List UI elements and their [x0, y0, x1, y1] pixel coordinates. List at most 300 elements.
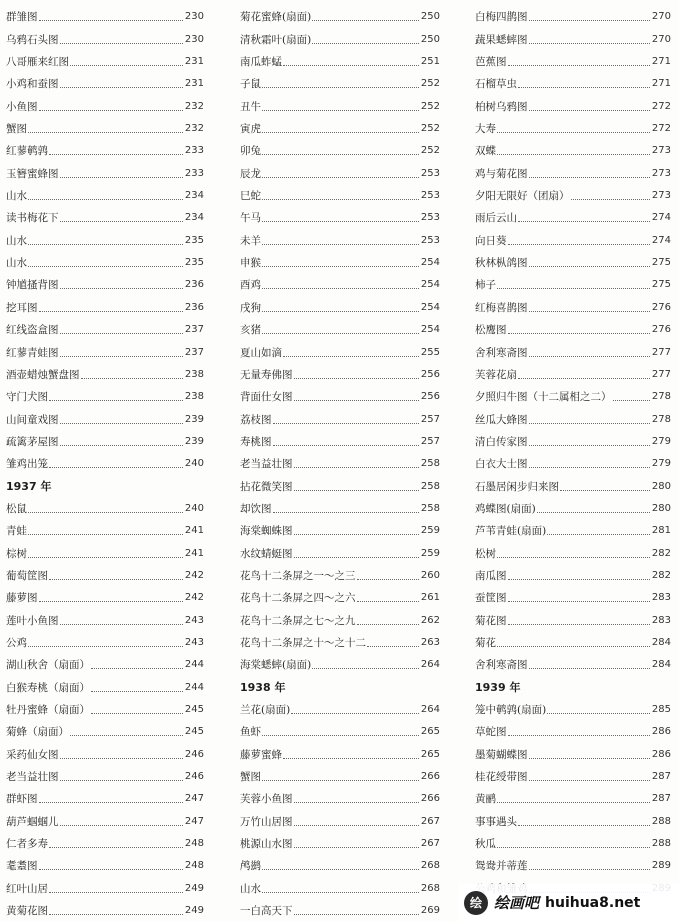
toc-entry: [240, 471, 440, 493]
dot-leader: [529, 780, 650, 781]
entry-page-number: 269: [420, 905, 440, 917]
dot-leader: [60, 288, 183, 289]
year-heading: [475, 672, 671, 694]
toc-entry: [240, 47, 440, 69]
dot-leader: [508, 601, 650, 602]
entry-page-number: 240: [184, 502, 204, 514]
toc-entry: [475, 24, 671, 46]
entry-title: 秋林枞鸽图: [475, 257, 528, 270]
entry-page-number: 268: [420, 882, 440, 894]
dot-leader: [49, 467, 183, 468]
dot-leader: [262, 892, 419, 893]
dot-leader: [357, 579, 419, 580]
dot-leader: [497, 646, 650, 647]
entry-title: 乌鸦石头图: [6, 33, 59, 46]
toc-entry: [475, 270, 671, 292]
toc-entry: [240, 248, 440, 270]
dot-leader: [39, 869, 183, 870]
dot-leader: [497, 802, 650, 803]
dot-leader: [294, 557, 419, 558]
toc-entry: [6, 784, 204, 806]
entry-page-number: 263: [420, 636, 440, 648]
entry-title: 菊花: [475, 636, 496, 649]
dot-leader: [294, 847, 419, 848]
toc-entry: [6, 427, 204, 449]
entry-title: 白梅四鹊图: [475, 11, 528, 24]
toc-entry: [475, 315, 671, 337]
entry-title: 花鸟十二条屏之七～之九: [240, 614, 356, 627]
entry-title: 蚕筐图: [475, 592, 507, 605]
entry-page-number: 236: [184, 301, 204, 313]
dot-leader: [262, 869, 419, 870]
entry-title: 山间童戏图: [6, 413, 59, 426]
entry-title: 小鸡和蚕图: [6, 78, 59, 91]
entry-page-number: 271: [651, 56, 671, 68]
entry-page-number: 233: [184, 145, 204, 157]
toc-entry: [475, 628, 671, 650]
entry-title: 山水: [6, 234, 27, 247]
dot-leader: [28, 132, 183, 133]
entry-title: 黄菊花图: [6, 905, 48, 918]
dot-leader: [508, 244, 650, 245]
dot-leader: [262, 110, 419, 111]
entry-page-number: 258: [420, 502, 440, 514]
entry-page-number: 232: [184, 123, 204, 135]
entry-page-number: 288: [651, 838, 671, 850]
dot-leader: [49, 847, 183, 848]
entry-page-number: 275: [651, 279, 671, 291]
dot-leader: [518, 87, 650, 88]
entry-title: 藤萝蜜蜂: [240, 748, 282, 761]
entry-page-number: 282: [651, 569, 671, 581]
entry-page-number: 255: [420, 346, 440, 358]
dot-leader: [262, 735, 419, 736]
entry-title: 秋瓜: [475, 838, 496, 851]
entry-page-number: 230: [184, 33, 204, 45]
entry-page-number: 270: [651, 33, 671, 45]
entry-page-number: 267: [420, 815, 440, 827]
toc-entry: [6, 337, 204, 359]
entry-page-number: 282: [651, 547, 671, 559]
entry-page-number: 250: [420, 11, 440, 23]
entry-page-number: 242: [184, 592, 204, 604]
dot-leader: [529, 423, 650, 424]
entry-page-number: 289: [651, 860, 671, 872]
entry-page-number: 272: [651, 100, 671, 112]
entry-title: 笼中鹌鹑(扇面): [475, 704, 547, 716]
toc-entry: [475, 449, 671, 471]
entry-page-number: 253: [420, 212, 440, 224]
dot-leader: [39, 601, 183, 602]
entry-page-number: 231: [184, 56, 204, 68]
toc-entry: [6, 225, 204, 247]
entry-title: 柏树乌鸦图: [475, 100, 528, 113]
dot-leader: [518, 221, 650, 222]
entry-title: 夕阳无限好（团扇）: [475, 190, 570, 203]
site-watermark: [458, 884, 679, 921]
entry-page-number: 268: [420, 860, 440, 872]
dot-leader: [262, 288, 419, 289]
dot-leader: [312, 20, 419, 21]
entry-title: 清白传家图: [475, 435, 528, 448]
entry-title: 蟹图: [6, 123, 27, 136]
toc-column-1: [6, 2, 204, 918]
entry-page-number: 258: [420, 480, 440, 492]
dot-leader: [60, 333, 183, 334]
dot-leader: [529, 445, 650, 446]
toc-entry: [475, 739, 671, 761]
entry-title: 湖山秋舍（扇面）: [6, 659, 90, 672]
toc-entry: [240, 896, 440, 918]
dot-leader: [39, 20, 183, 21]
toc-entry: [6, 449, 204, 471]
entry-page-number: 279: [651, 458, 671, 470]
entry-page-number: 237: [184, 346, 204, 358]
dot-leader: [518, 825, 650, 826]
entry-page-number: 242: [184, 569, 204, 581]
entry-page-number: 272: [651, 123, 671, 135]
entry-page-number: 288: [651, 815, 671, 827]
entry-page-number: 238: [184, 391, 204, 403]
toc-entry: [240, 516, 440, 538]
entry-page-number: 260: [420, 569, 440, 581]
entry-title: 鸡与菊花图: [475, 167, 528, 180]
dot-leader: [91, 713, 183, 714]
dot-leader: [262, 177, 419, 178]
dot-leader: [508, 333, 650, 334]
entry-title: 芭蕉图: [475, 56, 507, 69]
dot-leader: [262, 132, 419, 133]
entry-page-number: 252: [420, 145, 440, 157]
entry-page-number: 253: [420, 234, 440, 246]
toc-entry: [6, 114, 204, 136]
entry-title: 芙蓉小鱼图: [240, 793, 293, 806]
dot-leader: [529, 356, 650, 357]
toc-entry: [6, 494, 204, 516]
entry-title: 荔枝图: [240, 413, 272, 426]
entry-title: 芙蓉花扇: [475, 368, 517, 381]
entry-page-number: 280: [651, 480, 671, 492]
entry-title: 葫芦蝈蝈儿: [6, 815, 59, 828]
dot-leader: [613, 400, 650, 401]
dot-leader: [283, 356, 419, 357]
toc-entry: [475, 695, 671, 717]
entry-title: 菊蜂（扇面）: [6, 726, 69, 739]
toc-entry: [6, 516, 204, 538]
year-label: 1939 年: [475, 680, 521, 694]
entry-page-number: 249: [184, 882, 204, 894]
dot-leader: [262, 221, 419, 222]
entry-title: 南瓜蚱蜢: [240, 56, 282, 69]
toc-entry: [240, 382, 440, 404]
entry-page-number: 232: [184, 100, 204, 112]
toc-entry: [240, 315, 440, 337]
toc-entry: [6, 47, 204, 69]
entry-title: 菊花蜜蜂(扇面): [240, 11, 312, 24]
entry-page-number: 274: [651, 234, 671, 246]
dot-leader: [39, 802, 183, 803]
toc-entry: [6, 829, 204, 851]
entry-title: 雨后云山: [475, 212, 517, 225]
toc-entry: [240, 203, 440, 225]
toc-entry: [6, 561, 204, 583]
entry-page-number: 267: [420, 838, 440, 850]
entry-page-number: 245: [184, 726, 204, 738]
toc-entry: [475, 225, 671, 247]
toc-entry: [6, 695, 204, 717]
dot-leader: [262, 87, 419, 88]
toc-entry: [240, 739, 440, 761]
toc-entry: [6, 69, 204, 91]
entry-title: 守门犬图: [6, 391, 48, 404]
toc-entry: [475, 561, 671, 583]
entry-page-number: 279: [651, 435, 671, 447]
toc-entry: [6, 292, 204, 314]
toc-entry: [240, 181, 440, 203]
entry-title: 红蓼青蛙图: [6, 346, 59, 359]
entry-title: 向日葵: [475, 234, 507, 247]
entry-page-number: 239: [184, 435, 204, 447]
toc-entry: [240, 561, 440, 583]
entry-title: 仁者多寿: [6, 838, 48, 851]
entry-page-number: 246: [184, 748, 204, 760]
entry-page-number: 273: [651, 167, 671, 179]
dot-leader: [294, 467, 419, 468]
toc-entry: [475, 2, 671, 24]
dot-leader: [49, 154, 183, 155]
year-label: 1938 年: [240, 680, 286, 694]
entry-title: 白猴寿桃（扇面）: [6, 681, 90, 694]
toc-entry: [475, 762, 671, 784]
entry-page-number: 248: [184, 838, 204, 850]
entry-title: 夏山如滴: [240, 346, 282, 359]
entry-page-number: 241: [184, 525, 204, 537]
entry-title: 山水: [6, 190, 27, 203]
toc-entry: [6, 203, 204, 225]
toc-entry: [240, 851, 440, 873]
dot-leader: [529, 110, 650, 111]
entry-title: 申猴: [240, 257, 261, 270]
entry-page-number: 274: [651, 212, 671, 224]
toc-entry: [240, 784, 440, 806]
entry-page-number: 231: [184, 78, 204, 90]
entry-title: 无量寿佛图: [240, 368, 293, 381]
toc-entry: [475, 806, 671, 828]
entry-page-number: 285: [651, 704, 671, 715]
dot-leader: [273, 445, 419, 446]
entry-page-number: 256: [420, 391, 440, 403]
dot-leader: [294, 534, 419, 535]
entry-title: 拈花微笑图: [240, 480, 293, 493]
dot-leader: [294, 825, 419, 826]
entry-title: 黄鹂: [475, 793, 496, 806]
toc-entry: [475, 360, 671, 382]
entry-page-number: 273: [651, 190, 671, 202]
toc-entry: [240, 114, 440, 136]
dot-leader: [497, 288, 650, 289]
entry-title: 丝瓜大蜂图: [475, 413, 528, 426]
toc-entry: [240, 24, 440, 46]
dot-leader: [529, 758, 650, 759]
toc-entry: [6, 91, 204, 113]
entry-page-number: 251: [420, 56, 440, 68]
entry-page-number: 256: [420, 368, 440, 380]
entry-title: 红线盗盒图: [6, 324, 59, 337]
toc-entry: [240, 91, 440, 113]
dot-leader: [81, 378, 183, 379]
entry-title: 白衣大士图: [475, 458, 528, 471]
dot-leader: [262, 154, 419, 155]
entry-title: 双蝶: [475, 145, 496, 158]
entry-page-number: 284: [651, 659, 671, 671]
entry-page-number: 245: [184, 704, 204, 715]
entry-page-number: 241: [184, 547, 204, 559]
entry-title: 水纹蜻蜓图: [240, 547, 293, 560]
entry-page-number: 247: [184, 815, 204, 827]
year-heading: [6, 471, 204, 493]
toc-entry: [6, 628, 204, 650]
toc-entry: [6, 806, 204, 828]
entry-title: 松鼠: [6, 502, 27, 515]
entry-title: 红蓼鹌鹑: [6, 145, 48, 158]
toc-entry: [6, 896, 204, 918]
toc-entry: [475, 784, 671, 806]
entry-title: 红叶山居: [6, 882, 48, 895]
entry-title: 采药仙女图: [6, 748, 59, 761]
year-label: 1937 年: [6, 479, 52, 493]
toc-entry: [6, 762, 204, 784]
entry-title: 夕照归牛图（十二属相之二）: [475, 391, 612, 404]
toc-entry: [240, 762, 440, 784]
toc-entry: [475, 583, 671, 605]
toc-entry: [475, 427, 671, 449]
dot-leader: [294, 914, 419, 915]
entry-title: 疏篱茅屋图: [6, 435, 59, 448]
entry-page-number: 275: [651, 257, 671, 269]
entry-page-number: 257: [420, 413, 440, 425]
dot-leader: [60, 758, 183, 759]
entry-title: 辰龙: [240, 167, 261, 180]
entry-title: 未羊: [240, 234, 261, 247]
toc-entry: [6, 158, 204, 180]
toc-entry: [6, 181, 204, 203]
toc-entry: [240, 538, 440, 560]
entry-title: 寿桃图: [240, 435, 272, 448]
entry-page-number: 283: [651, 592, 671, 604]
entry-title: 桃源山水图: [240, 838, 293, 851]
dot-leader: [283, 758, 419, 759]
toc-entry: [240, 695, 440, 717]
entry-page-number: 248: [184, 860, 204, 872]
entry-page-number: 287: [651, 793, 671, 805]
entry-page-number: 266: [420, 793, 440, 805]
dot-leader: [28, 534, 183, 535]
dot-leader: [28, 646, 183, 647]
entry-title: 酒壶蜡烛蟹盘图: [6, 368, 80, 381]
dot-leader: [60, 825, 183, 826]
entry-page-number: 238: [184, 368, 204, 380]
dot-leader: [60, 177, 183, 178]
dot-leader: [529, 20, 650, 21]
toc-entry: [240, 717, 440, 739]
entry-page-number: 233: [184, 167, 204, 179]
entry-page-number: 287: [651, 771, 671, 783]
toc-entry: [240, 494, 440, 516]
entry-title: 清秋霜叶(扇面): [240, 33, 312, 46]
toc-entry: [240, 69, 440, 91]
entry-title: 山水: [240, 882, 261, 895]
toc-entry: [475, 248, 671, 270]
dot-leader: [294, 490, 419, 491]
year-heading: [240, 672, 440, 694]
entry-title: 舍利寒斋图: [475, 346, 528, 359]
dot-leader: [70, 735, 183, 736]
toc-entry: [475, 158, 671, 180]
entry-title: 钟馗搔背图: [6, 279, 59, 292]
toc-entry: [240, 337, 440, 359]
entry-page-number: 265: [420, 748, 440, 760]
dot-leader: [547, 713, 650, 714]
toc-entry: [475, 494, 671, 516]
dot-leader: [508, 624, 650, 625]
toc-entry: [6, 605, 204, 627]
toc-entry: [6, 270, 204, 292]
toc-entry: [240, 270, 440, 292]
dot-leader: [60, 221, 183, 222]
entry-page-number: 278: [651, 413, 671, 425]
dot-leader: [529, 311, 650, 312]
entry-title: 鸬鹚: [240, 860, 261, 873]
toc-entry: [475, 851, 671, 873]
dot-leader: [273, 423, 419, 424]
entry-title: 藤萝图: [6, 592, 38, 605]
dot-leader: [60, 624, 183, 625]
watermark-logo-icon: 绘: [464, 891, 488, 915]
dot-leader: [529, 668, 650, 669]
watermark-site-name: 绘画吧: [494, 894, 540, 912]
dot-leader: [28, 244, 183, 245]
toc-entry: [475, 136, 671, 158]
entry-page-number: 247: [184, 793, 204, 805]
toc-entry: [475, 605, 671, 627]
dot-leader: [28, 557, 183, 558]
toc-entry: [240, 136, 440, 158]
dot-leader: [60, 423, 183, 424]
entry-page-number: 281: [651, 525, 671, 537]
entry-title: 莲叶小鱼图: [6, 614, 59, 627]
entry-page-number: 249: [184, 905, 204, 917]
entry-title: 戌狗: [240, 301, 261, 314]
toc-entry: [240, 404, 440, 426]
dot-leader: [262, 244, 419, 245]
entry-page-number: 244: [184, 659, 204, 671]
entry-title: 八哥雁来红图: [6, 56, 69, 69]
dot-leader: [60, 445, 183, 446]
entry-page-number: 284: [651, 636, 671, 648]
dot-leader: [529, 177, 650, 178]
entry-title: 万竹山居图: [240, 815, 293, 828]
entry-title: 亥猪: [240, 324, 261, 337]
toc-entry: [475, 337, 671, 359]
entry-title: 南瓜图: [475, 569, 507, 582]
dot-leader: [49, 892, 183, 893]
entry-page-number: 276: [651, 324, 671, 336]
dot-leader: [28, 199, 183, 200]
entry-page-number: 234: [184, 212, 204, 224]
toc-entry: [240, 605, 440, 627]
entry-title: 背面仕女图: [240, 391, 293, 404]
dot-leader: [39, 110, 183, 111]
